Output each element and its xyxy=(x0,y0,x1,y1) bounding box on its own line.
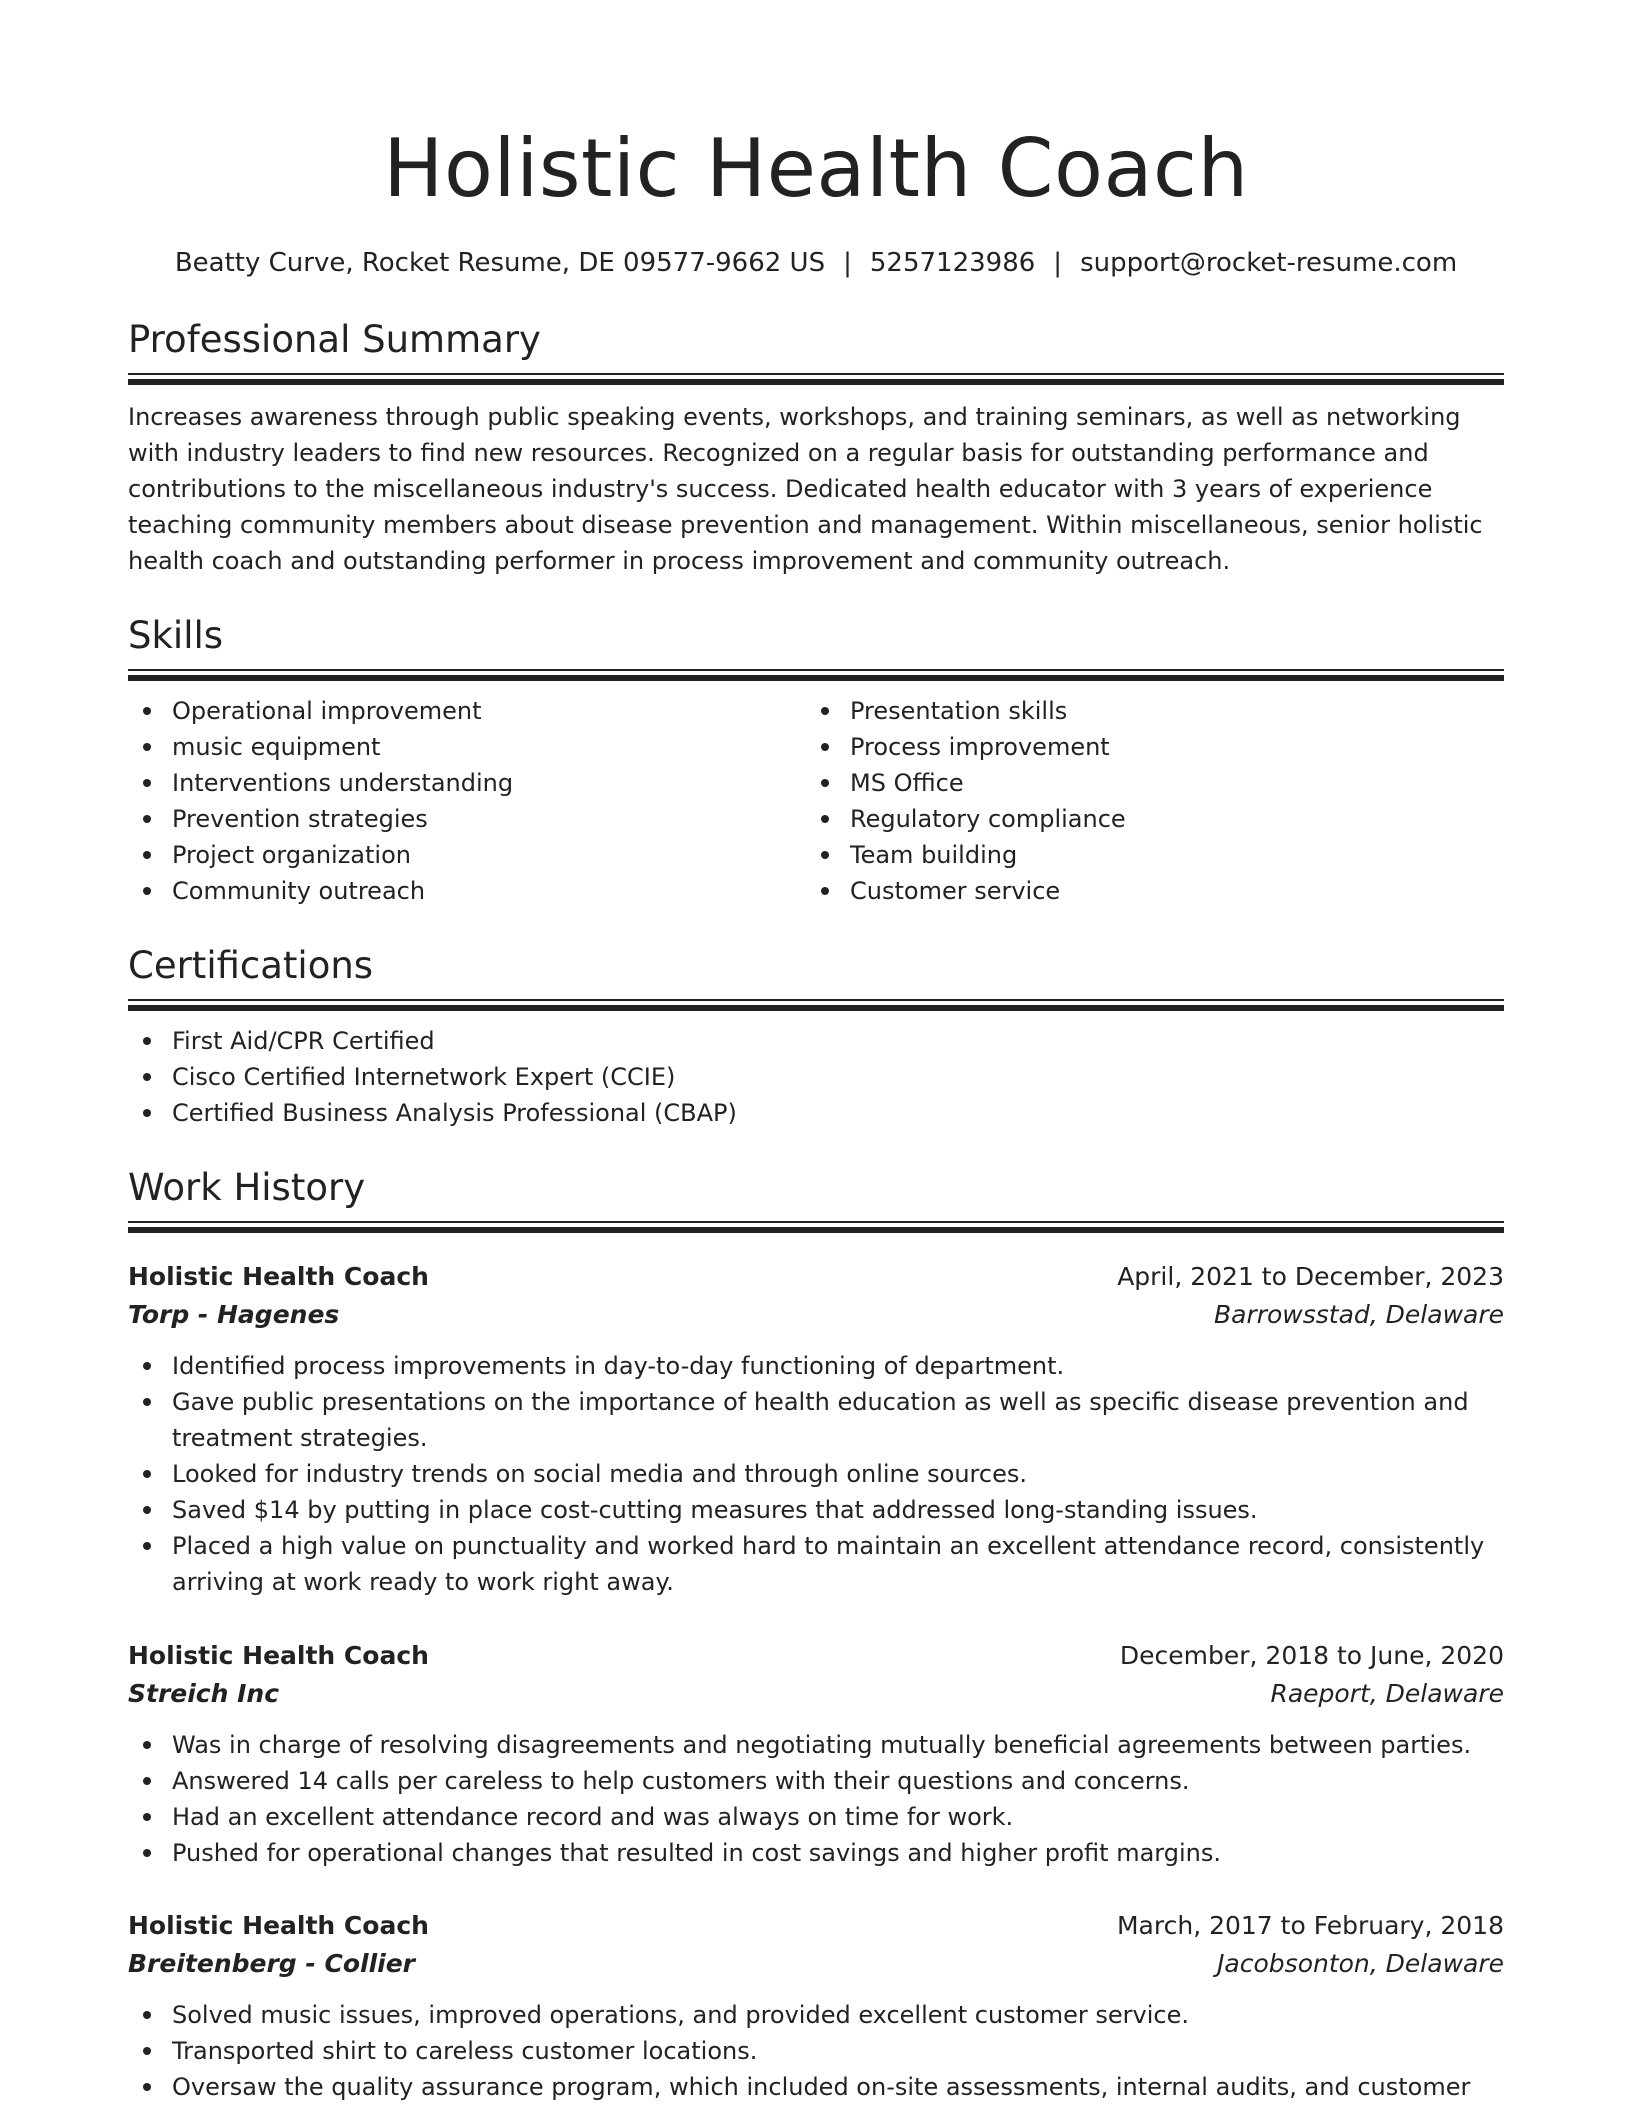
resume-page xyxy=(128,0,1504,2101)
skill-item: Project organization xyxy=(128,837,806,873)
job-dates: March, 2017 to February, 2018 xyxy=(1116,1911,1504,1940)
skill-item: Regulatory compliance xyxy=(806,801,1484,837)
job-bullet: Answered 14 calls per careless to help customers with their questions and concerns. xyxy=(128,1763,1504,1799)
section-title: Certifications xyxy=(128,944,374,987)
skill-item: MS Office xyxy=(806,765,1484,801)
section-title: Work History xyxy=(128,1166,366,1209)
job-location: Jacobsonton, Delaware xyxy=(1217,1949,1504,1978)
skill-item: music equipment xyxy=(128,729,806,765)
certifications-section xyxy=(128,943,1504,1131)
job-subheader-row xyxy=(128,1675,1504,1713)
skill-item: Team building xyxy=(806,837,1484,873)
job-bullet-list xyxy=(128,1997,1504,2105)
job-company: Streich Inc xyxy=(128,1679,280,1708)
contact-email[interactable]: support@rocket-resume.com xyxy=(1080,248,1458,278)
job-dates: April, 2021 to December, 2023 xyxy=(1117,1262,1504,1291)
job-bullet: Had an excellent attendance record and was always on time for work. xyxy=(128,1799,1504,1835)
section-divider xyxy=(128,999,1504,1011)
skills-right-list xyxy=(806,693,1484,909)
job-title: Holistic Health Coach xyxy=(128,1262,429,1291)
section-divider xyxy=(128,1221,1504,1233)
job-entry xyxy=(128,1907,1504,2105)
job-bullet: Gave public presentations on the importance of health education as well as specific disease prevention and treatment strategies. xyxy=(128,1384,1504,1456)
contact-separator: | xyxy=(1053,248,1063,278)
job-bullet: Was in charge of resolving disagreements and negotiating mutually beneficial agreements between parties. xyxy=(128,1727,1504,1763)
skills-columns xyxy=(128,693,1504,909)
job-bullet: Placed a high value on punctuality and worked hard to maintain an excellent attendance record, consistently arriving at work ready to work right away. xyxy=(128,1528,1504,1600)
section-divider xyxy=(128,669,1504,681)
skills-section xyxy=(128,613,1504,909)
skills-left-list xyxy=(128,693,806,909)
summary-text: Increases awareness through public speaking events, workshops, and training seminars, as well as networking with industry leaders to find new resources. Recognized on a regular basis for outstanding performance and contributions to the miscellaneous industry's success. Dedicated health educator with 3 years of experience teaching community members about disease prevention and management. Within miscellaneous, senior holistic health coach and outstanding performer in process improvement and community outreach. xyxy=(128,403,1483,575)
certifications-list xyxy=(128,1023,1504,1131)
skill-item: Interventions understanding xyxy=(128,765,806,801)
job-bullet: Looked for industry trends on social media and through online sources. xyxy=(128,1456,1504,1492)
job-bullet: Pushed for operational changes that resulted in cost savings and higher profit margins. xyxy=(128,1835,1504,1871)
job-title: Holistic Health Coach xyxy=(128,1641,429,1670)
job-bullet-list xyxy=(128,1727,1504,1871)
job-bullet-list xyxy=(128,1348,1504,1600)
certification-item: First Aid/CPR Certified xyxy=(128,1023,1504,1059)
contact-separator: | xyxy=(843,248,852,278)
job-header-row xyxy=(128,1907,1504,1945)
job-company: Torp - Hagenes xyxy=(128,1300,340,1329)
job-bullet: Solved music issues, improved operations, and provided excellent customer service. xyxy=(128,1997,1504,2033)
certification-item: Cisco Certified Internetwork Expert (CCIE) xyxy=(128,1059,1504,1095)
section-title: Skills xyxy=(128,614,224,657)
skill-item: Process improvement xyxy=(806,729,1484,765)
job-bullet: Saved $14 by putting in place cost-cutting measures that addressed long-standing issues. xyxy=(128,1492,1504,1528)
certification-item: Certified Business Analysis Professional (CBAP) xyxy=(128,1095,1504,1131)
skill-item: Operational improvement xyxy=(128,693,806,729)
resume-name: Holistic Health Coach xyxy=(383,122,1249,215)
contact-line xyxy=(128,246,1504,280)
job-bullet: Transported shirt to careless customer locations. xyxy=(128,2033,1504,2069)
job-header-row xyxy=(128,1258,1504,1296)
job-header-row xyxy=(128,1637,1504,1675)
contact-address: Beatty Curve, Rocket Resume, DE 09577-9662 US xyxy=(174,248,826,278)
job-bullet: Identified process improvements in day-to-day functioning of department. xyxy=(128,1348,1504,1384)
job-location: Raeport, Delaware xyxy=(1270,1679,1504,1708)
work-history-section xyxy=(128,1165,1504,1233)
skill-item: Customer service xyxy=(806,873,1484,909)
job-entry xyxy=(128,1637,1504,1871)
contact-phone: 5257123986 xyxy=(869,248,1036,278)
job-entry xyxy=(128,1258,1504,1600)
summary-section xyxy=(128,317,1504,579)
job-bullet: Oversaw the quality assurance program, which included on-site assessments, internal audits, and customer xyxy=(128,2069,1504,2105)
skill-item: Presentation skills xyxy=(806,693,1484,729)
job-title: Holistic Health Coach xyxy=(128,1911,429,1940)
job-subheader-row xyxy=(128,1945,1504,1983)
job-location: Barrowsstad, Delaware xyxy=(1213,1300,1504,1329)
skill-item: Prevention strategies xyxy=(128,801,806,837)
section-title: Professional Summary xyxy=(128,318,541,361)
skill-item: Community outreach xyxy=(128,873,806,909)
job-company: Breitenberg - Collier xyxy=(128,1949,415,1978)
section-divider xyxy=(128,373,1504,385)
job-subheader-row xyxy=(128,1296,1504,1334)
job-dates: December, 2018 to June, 2020 xyxy=(1119,1641,1504,1670)
